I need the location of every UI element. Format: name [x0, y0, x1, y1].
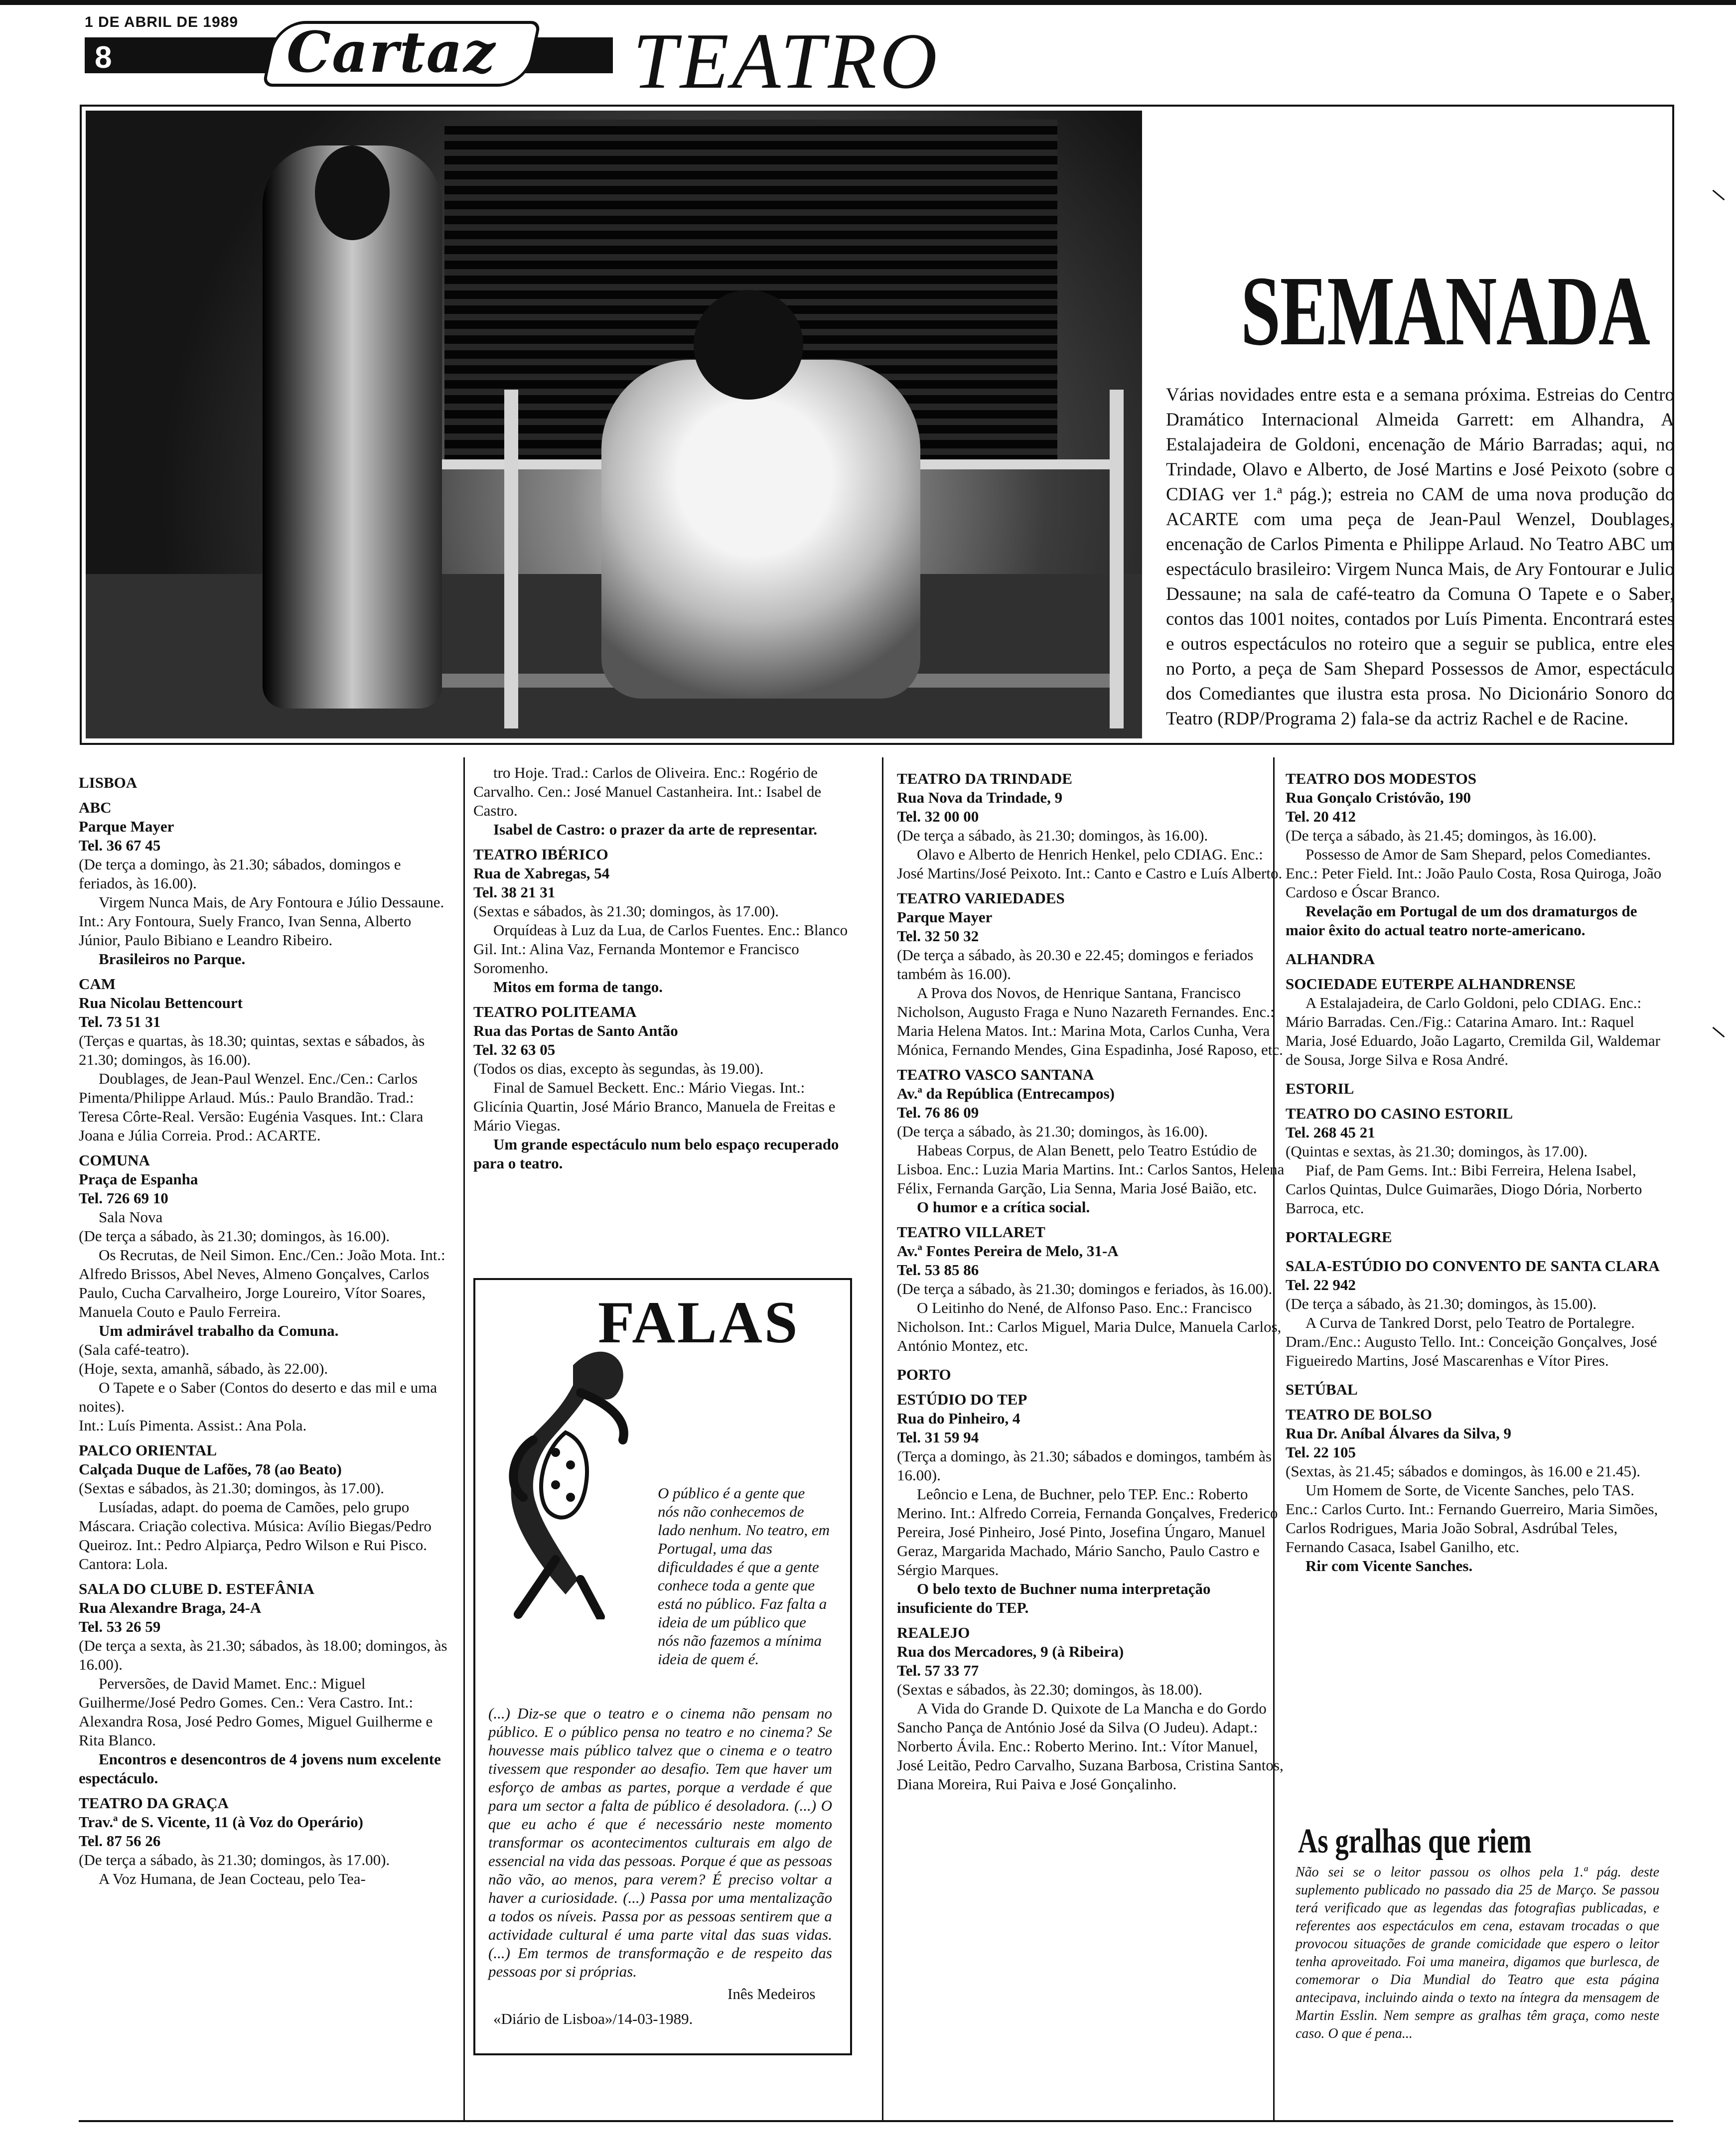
- listing-line: (De terça a sábado, às 21.45; domingos, às 16.00).: [1286, 827, 1597, 844]
- listing-line: Tel. 31 59 94: [897, 1429, 979, 1446]
- listing-line: Revelação em Portugal de um dos dramaturgos de maior êxito do actual teatro norte-americano.: [1286, 902, 1637, 939]
- listing-line: TEATRO DA TRINDADE: [897, 770, 1072, 787]
- listing-line: COMUNA: [79, 1151, 150, 1169]
- costumed-figure-illustration: [498, 1330, 648, 1619]
- listing-line: Rua Nova da Trindade, 9: [897, 789, 1063, 806]
- listing-line: Rua Gonçalo Cristóvão, 190: [1286, 789, 1471, 806]
- listing-line: (Terças e quartas, às 18.30; quintas, sextas e sábados, às 21.30; domingos, às 16.00).: [79, 1032, 425, 1068]
- listing-line: Tel. 87 56 26: [79, 1832, 161, 1850]
- listing-line: A Voz Humana, de Jean Cocteau, pelo Tea-: [99, 1870, 366, 1887]
- listing-line: Rua dos Mercadores, 9 (à Ribeira): [897, 1643, 1124, 1660]
- listing-line: Tel. 22 105: [1286, 1443, 1356, 1461]
- listing-line: (De terça a sábado, às 21.30; domingos, às 15.00).: [1286, 1295, 1597, 1312]
- section-title: TEATRO: [633, 16, 940, 105]
- listing-column-4: [1286, 763, 1669, 1576]
- listing-line: Isabel de Castro: o prazer da arte de representar.: [493, 821, 818, 838]
- top-rule: [0, 0, 1736, 5]
- listing-line: TEATRO DOS MODESTOS: [1286, 770, 1477, 787]
- listing-line: CAM: [79, 975, 116, 993]
- listing-line: Tel. 53 26 59: [79, 1618, 161, 1635]
- listing-line: Rua de Xabregas, 54: [473, 864, 610, 882]
- listing-line: TEATRO VASCO SANTANA: [897, 1066, 1094, 1083]
- quote-author: Inês Medeiros: [727, 1985, 816, 2003]
- listing-line: Tel. 22 942: [1286, 1276, 1356, 1293]
- listing-column-3: [897, 763, 1286, 1794]
- listing-line: TEATRO POLITEAMA: [473, 1003, 637, 1020]
- semanada-title: SEMANADA: [1241, 256, 1650, 366]
- listing-line: Virgem Nunca Mais, de Ary Fontoura e Júlio Dessaune. Int.: Ary Fontoura, Suely Franco, Ivan Senna, Alberto Júnior, Paulo Bibiano e Leandro Ribeiro.: [79, 893, 444, 949]
- listing-line: (De terça a sábado, às 21.30; domingos, às 16.00).: [897, 827, 1208, 844]
- listing-line: TEATRO DE BOLSO: [1286, 1406, 1433, 1423]
- column-rule: [463, 757, 465, 2120]
- theatre-photograph: [86, 111, 1142, 738]
- listing-line: (Sextas, às 21.45; sábados e domingos, às 16.00 e 21.45).: [1286, 1462, 1641, 1480]
- listing-line: A Prova dos Novos, de Henrique Santana, Francisco Nicholson, Augusto Fraga e Nuno Nazareth Fernandes. Enc.: Maria Helena Matos. Int.: Marina Mota, Carlos Cunha, Vera Mónica, Fernando Mendes, Gina Espadinha, José Raposo, etc.: [897, 984, 1283, 1058]
- listing-line: Tel. 36 67 45: [79, 837, 161, 854]
- listing-line: Os Recrutas, de Neil Simon. Enc./Cen.: João Mota. Int.: Alfredo Brissos, Abel Neves, Almeno Gonçalves, Carlos Paulo, Cucha Carvalheiro, Jorge Loureiro, Vítor Soares, Manuela Couto e Paulo Ferreira.: [79, 1246, 445, 1320]
- listing-line: SALA-ESTÚDIO DO CONVENTO DE SANTA CLARA: [1286, 1257, 1660, 1275]
- listing-line: (De terça a sábado, às 20.30 e 22.45; domingos e feriados também às 16.00).: [897, 946, 1254, 983]
- listing-line: Parque Mayer: [897, 908, 993, 926]
- listing-line: Doublages, de Jean-Paul Wenzel. Enc./Cen.: Carlos Pimenta/Philippe Arlaud. Mús.: Paulo Brandão. Trad.: Teresa Côrte-Real. Versão: Eugénia Vasques. Int.: Clara Joana e Júlia Correia. Prod.: ACARTE.: [79, 1070, 424, 1144]
- listing-line: Tel. 268 45 21: [1286, 1124, 1375, 1141]
- listing-line: TEATRO IBÉRICO: [473, 846, 608, 863]
- listing-line: (De terça a sábado, às 21.30; domingos, às 17.00).: [79, 1851, 390, 1868]
- actress-head: [694, 290, 803, 400]
- listing-line: Av.ª da República (Entrecampos): [897, 1085, 1115, 1102]
- listing-line: Um grande espectáculo num belo espaço recuperado para o teatro.: [473, 1136, 839, 1172]
- listing-line: ESTORIL: [1286, 1080, 1354, 1097]
- listing-line: Tel. 20 412: [1286, 808, 1356, 825]
- listing-line: Trav.ª de S. Vicente, 11 (à Voz do Operário): [79, 1813, 364, 1831]
- listing-line: (Hoje, sexta, amanhã, sábado, às 22.00).: [79, 1360, 328, 1377]
- listing-line: Tel. 32 63 05: [473, 1041, 556, 1058]
- bottom-rule: [79, 2120, 1673, 2122]
- falas-quote-intro: O público é a gente que nós não conhecemos de lado nenhum. No teatro, em Portugal, uma das dificuldades é que a gente conhece toda a gente que está no público. Faz falta a ideia de um público que nós não fazemos a mínima ideia de quem é.: [658, 1484, 830, 1668]
- listing-line: ABC: [79, 799, 112, 816]
- listing-column-1: [79, 763, 456, 1888]
- listing-line: Calçada Duque de Lafões, 78 (ao Beato): [79, 1460, 342, 1478]
- listing-line: O Leitinho do Nené, de Alfonso Paso. Enc.: Francisco Nicholson. Int.: Carlos Miguel, Maria Dulce, Manuela Carlos, António Montez, etc.: [897, 1299, 1282, 1354]
- listing-line: (De terça a sábado, às 21.30; domingos, às 16.00).: [79, 1227, 390, 1245]
- listing-line: Lusíadas, adapt. do poema de Camões, pelo grupo Máscara. Criação colectiva. Música: Avílio Biegas/Pedro Queiroz. Int.: Pedro Alpiarça, Pedro Wilson e Rui Pisco. Cantora: Lola.: [79, 1498, 432, 1573]
- bedpost-right: [1110, 390, 1124, 728]
- listing-line: SETÚBAL: [1286, 1381, 1358, 1398]
- listing-line: (Todos os dias, excepto às segundas, às 19.00).: [473, 1060, 764, 1077]
- listing-line: Um Homem de Sorte, de Vicente Sanches, pelo TAS. Enc.: Carlos Curto. Int.: Fernando Guerreiro, Maria Simões, Carlos Rodrigues, Maria João Sobral, Asdrúbal Teles, Fernando Casaca, Isabel Ganilho, etc.: [1286, 1481, 1658, 1556]
- listing-line: ALHANDRA: [1286, 950, 1375, 968]
- listing-line: Sala Nova: [99, 1208, 163, 1226]
- listing-line: Rua Nicolau Bettencourt: [79, 994, 243, 1011]
- listing-line: Tel. 53 85 86: [897, 1261, 979, 1279]
- listing-line: TEATRO VARIEDADES: [897, 889, 1065, 907]
- listing-line: A Estalajadeira, de Carlo Goldoni, pelo CDIAG. Enc.: Mário Barradas. Cen./Fig.: Catarina Amaro. Int.: Raquel Maria, José Eduardo, João Lagarto, Cremilda Gil, Waldemar de Sousa, Jorge Silva e Rosa André.: [1286, 994, 1660, 1068]
- listing-line: ESTÚDIO DO TEP: [897, 1391, 1027, 1408]
- listing-line: Orquídeas à Luz da Lua, de Carlos Fuentes. Enc.: Blanco Gil. Int.: Alina Vaz, Fernanda Montemor e Francisco Soromenho.: [473, 921, 848, 977]
- listing-line: (Terça a domingo, às 21.30; sábados e domingos, também às 16.00).: [897, 1447, 1272, 1484]
- listing-line: Mitos em forma de tango.: [493, 978, 663, 996]
- listing-line: Tel. 57 33 77: [897, 1662, 979, 1679]
- listing-line: (De terça a sexta, às 21.30; sábados, às 18.00; domingos, às 16.00).: [79, 1637, 447, 1673]
- margin-mark: [1713, 190, 1725, 201]
- bedpost-left: [504, 390, 518, 728]
- listing-line: Tel. 73 51 31: [79, 1013, 161, 1030]
- listing-line: (Sextas e sábados, às 22.30; domingos, às 18.00).: [897, 1681, 1203, 1698]
- listing-line: TEATRO DA GRAÇA: [79, 1794, 229, 1812]
- listing-line: (Quintas e sextas, às 21.30; domingos, às 17.00).: [1286, 1143, 1588, 1160]
- listing-line: Rir com Vicente Sanches.: [1305, 1557, 1473, 1575]
- listing-line: (Sextas e sábados, às 21.30; domingos, às 17.00).: [79, 1479, 385, 1497]
- listing-line: Tel. 38 21 31: [473, 883, 556, 901]
- falas-title: FALAS: [598, 1289, 800, 1355]
- listing-line: (Sextas e sábados, às 21.30; domingos, às 17.00).: [473, 902, 779, 920]
- listing-line: (De terça a sábado, às 21.30; domingos, às 16.00).: [897, 1123, 1208, 1140]
- listing-line: Av.ª Fontes Pereira de Melo, 31-A: [897, 1242, 1119, 1260]
- issue-date: 1 DE ABRIL DE 1989: [85, 14, 239, 30]
- listing-column-2: [473, 763, 850, 1173]
- listing-line: O humor e a crítica social.: [917, 1198, 1090, 1216]
- listing-line: A Curva de Tankred Dorst, pelo Teatro de Portalegre. Dram./Enc.: Augusto Tello. Int.: Conceição Gonçalves, José Figueiredo Martins, José Mascarenhas e Vítor Pires.: [1286, 1314, 1657, 1369]
- listing-line: Perversões, de David Mamet. Enc.: Miguel Guilherme/José Pedro Gomes. Cen.: Vera Castro. Int.: Alexandra Rosa, José Pedro Gomes, Miguel Guilherme e Rita Blanco.: [79, 1675, 433, 1749]
- listing-line: (Sala café-teatro).: [79, 1341, 190, 1358]
- listing-line: O belo texto de Buchner numa interpretação insuficiente do TEP.: [897, 1580, 1211, 1616]
- listing-line: Brasileiros no Parque.: [99, 950, 246, 968]
- listing-line: Leôncio e Lena, de Buchner, pelo TEP. Enc.: Roberto Merino. Int.: Alfredo Correia, Fernanda Gonçalves, Frederico Pereira, José Pinheiro, José Pinto, Josefina Úngaro, Manuel Geraz, Margarida Machado, Mário Sancho, Paulo Castro e Sérgio Marques.: [897, 1485, 1278, 1578]
- publication-logo-text: Cartaz: [287, 20, 496, 85]
- listing-line: Praça de Espanha: [79, 1170, 198, 1188]
- actor-head: [315, 145, 390, 240]
- quote-source: «Diário de Lisboa»/14-03-1989.: [493, 2010, 693, 2027]
- listing-line: tro Hoje. Trad.: Carlos de Oliveira. Enc.: Rogério de Carvalho. Cen.: José Manuel Castanheira. Int.: Isabel de Castro.: [473, 764, 822, 819]
- listing-line: Rua Dr. Aníbal Álvares da Silva, 9: [1286, 1425, 1512, 1442]
- semanada-paragraph: Várias novidades entre esta e a semana próxima. Estreias do Centro Dramático Internacional Almeida Garrett: em Alhandra, A Estalajadeira de Goldoni, encenação de Mário Barradas; aqui, no Trindade, Olavo e Alberto, de José Martins e José Peixoto (sobre o CDIAG ver 1.ª pág.); estreia no CAM de uma nova produção do ACARTE com uma peça de Jean-Paul Wenzel, Doublages, encenação de Carlos Pimenta e Philippe Arlaud. No Teatro ABC um espectáculo brasileiro: Virgem Nunca Mais, de Ary Fontourar e Julio Dessaune; na sala de café-teatro da Comuna O Tapete e o Saber, contos das 1001 noites, contados por Luís Pimenta. Encontrará estes e outros espectáculos no roteiro que a seguir se publica, entre eles no Porto, a peça de Sam Shepard Possessos de Amor, espectáculo dos Comediantes que ilustra esta prosa. No Dicionário Sonoro do Teatro (RDP/Programa 2) fala-se da actriz Rachel e de Racine.: [1166, 385, 1674, 729]
- column-rule: [882, 757, 883, 2120]
- listing-line: Rua das Portas de Santo Antão: [473, 1022, 678, 1039]
- gralhas-text: Não sei se o leitor passou os olhos pela 1.ª pág. deste suplemento publicado no passado dia 25 de Março. Se passou terá verificado que as legendas das fotografias publicadas, e referentes aos espectáculos em cena, estavam trocadas o que provocou situações de grande comicidade que espero o leitor tenha aproveitado. Foi uma maneira, digamos que burlesca, de comemorar o Dia Mundial do Teatro que esta página antecipava, incluindo ainda o texto na íntegra da mensagem de Martin Esslin. Nem sempre as gralhas têm graça, como neste caso. O que é pena...: [1296, 1864, 1659, 2041]
- listing-line: PORTO: [897, 1366, 951, 1383]
- listing-line: Final de Samuel Beckett. Enc.: Mário Viegas. Int.: Glicínia Quartin, José Mário Branco, Manuela de Freitas e Mário Viegas.: [473, 1079, 836, 1134]
- listing-line: (De terça a sábado, às 21.30; domingos e feriados, às 16.00).: [897, 1280, 1273, 1297]
- listing-line: LISBOA: [79, 774, 138, 791]
- listing-line: Rua Alexandre Braga, 24-A: [79, 1599, 262, 1616]
- listing-line: REALEJO: [897, 1624, 970, 1641]
- listing-line: TEATRO VILLARET: [897, 1223, 1045, 1241]
- page-number: 8: [95, 40, 112, 75]
- listing-line: Tel. 32 00 00: [897, 808, 979, 825]
- listing-line: (De terça a domingo, às 21.30; sábados, domingos e feriados, às 16.00).: [79, 856, 401, 892]
- seated-actress: [601, 360, 920, 699]
- listing-line: PORTALEGRE: [1286, 1228, 1392, 1246]
- listing-line: Um admirável trabalho da Comuna.: [99, 1322, 339, 1339]
- listing-line: PALCO ORIENTAL: [79, 1441, 217, 1459]
- gralhas-title: As gralhas que riem: [1298, 1822, 1532, 1861]
- listing-line: TEATRO DO CASINO ESTORIL: [1286, 1105, 1513, 1122]
- listing-line: Encontros e desencontros de 4 jovens num excelente espectáculo.: [79, 1750, 441, 1787]
- listing-line: Tel. 726 69 10: [79, 1189, 168, 1207]
- listing-line: Piaf, de Pam Gems. Int.: Bibi Ferreira, Helena Isabel, Carlos Quintas, Dulce Guimarães, Diogo Dória, Norberto Barroca, etc.: [1286, 1161, 1642, 1217]
- listing-line: Rua do Pinheiro, 4: [897, 1410, 1020, 1427]
- listing-line: Tel. 76 86 09: [897, 1104, 979, 1121]
- listing-line: Possesso de Amor de Sam Shepard, pelos Comediantes. Enc.: Peter Field. Int.: João Paulo Costa, Rosa Quiroga, João Cardoso e Óscar Branco.: [1286, 846, 1662, 901]
- listing-line: Parque Mayer: [79, 818, 174, 835]
- falas-quote-body: (...) Diz-se que o teatro e o cinema não pensam no público. E o público pensa no teatro e no cinema? Se houvesse mais público talvez que o cinema e o teatro tivessem que responder ao desafio. Tem que haver um esforço de ambas as partes, porque a verdade é que para um sector a falta de público é desoladora. (...) O que eu acho é que é necessário neste momento transformar os acontecimentos culturais em algo de essencial na vida das pessoas. Porque é que as pessoas não vão, ao menos, para verem? É preciso voltar a haver a curiosidade. (...) Passa por uma mentalização a todos os níveis. Passa por as pessoas sentirem que a actividade cultural é uma parte vital das suas vidas. (...) Em termos de transformação e de respeito das pessoas por si próprias.: [488, 1705, 832, 1980]
- listing-line: A Vida do Grande D. Quixote de La Mancha e do Gordo Sancho Pança de António José da Silva (O Judeu). Adapt.: Norberto Ávila. Enc.: Roberto Merino. Int.: Vítor Manuel, José Leitão, Pedro Carvalho, Suzana Barbosa, Cristina Santos, Diana Moreira, Rui Paiva e José Gonçalinho.: [897, 1700, 1284, 1793]
- listing-line: SALA DO CLUBE D. ESTEFÂNIA: [79, 1580, 314, 1597]
- listing-line: Int.: Luís Pimenta. Assist.: Ana Pola.: [79, 1417, 307, 1434]
- listing-line: Tel. 32 50 32: [897, 927, 979, 945]
- listing-line: Olavo e Alberto de Henrich Henkel, pelo CDIAG. Enc.: José Martins/José Peixoto. Int.: Canto e Castro e Luís Alberto.: [897, 846, 1283, 882]
- listing-line: O Tapete e o Saber (Contos do deserto e das mil e uma noites).: [79, 1379, 437, 1415]
- listing-line: SOCIEDADE EUTERPE ALHANDRENSE: [1286, 975, 1576, 993]
- margin-mark: [1713, 1027, 1725, 1038]
- listing-line: Habeas Corpus, de Alan Benett, pelo Teatro Estúdio de Lisboa. Enc.: Luzia Maria Martins. Int.: Carlos Santos, Helena Félix, Fernanda Garção, Lia Senna, Maria José Baião, etc.: [897, 1142, 1285, 1197]
